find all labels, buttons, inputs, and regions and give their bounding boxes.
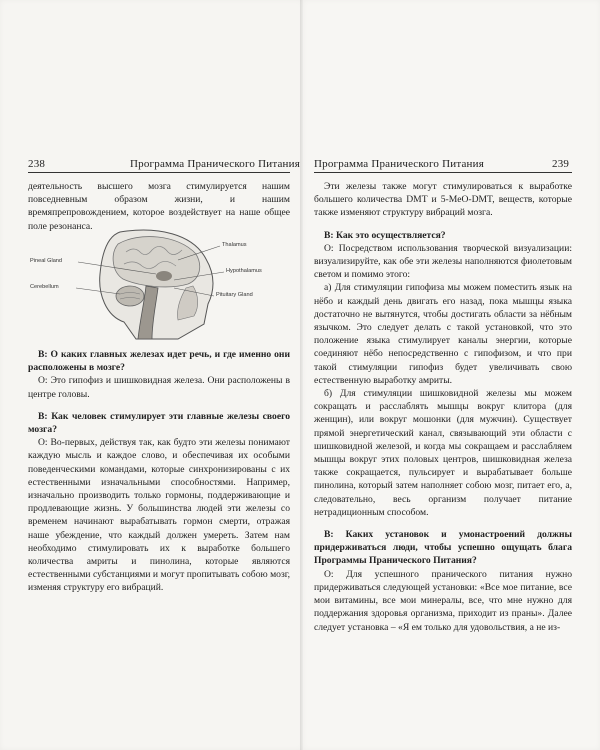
label-thalamus: Thalamus xyxy=(222,242,247,248)
label-cerebellum: Cerebellum xyxy=(30,284,59,290)
answer-attitudes: О: Для успешного праничeского питания нужно придерживаться следующей установки: «Все мое питание, все мои витамины, все мои минералы, все, что мне нужно для поддержания здоровья организма, приходит из праны». Далее следует установка – «Я ем только для удовольствия, а не из- xyxy=(314,568,572,633)
left-running-title: Программа Праничeского Питания xyxy=(130,158,300,170)
left-opening-paragraph: деятельность высшего мозга стимулируется нашим повседневным образом жизни, и нашим времяпрепровождением, которое воздействует на наше общее поле резонанса. xyxy=(28,181,290,232)
left-page-number: 238 xyxy=(28,158,46,170)
answer-stimulate-glands: О: Во-первых, действуя так, как будто эти железы понимают каждую мысль и каждое слово, и обеспечивая их особыми поведенческими командами, которые синхронизированы с их естественными изначальными способностями. Например, изначально производить только гормоны, поддерживающие и продлевающие жизнь. У большинства людей эти железы со временем начинают вырабатывать гормон смерти, отражая наше убеждение, что каждый должен умереть. Затем нам необходимо стимулировать их к выработке большего количества амриты и пинолина, которые являются естественными субстанциями и могут пропитывать собою мозг, изменяя структуру его вибраций. xyxy=(28,437,290,594)
answer-pituitary-method: а) Для стимуляции гипофиза мы можем поместить язык на нёбо и каждый день двигать его назад, пока мышцы языка достаточно не вытянутся, чтобы достигать области за нёбным язычком. Это следует делать с такой установкой, что это положение языка стимулирует каналы энергии, которые соединяют нёбо непосредственно с гипофизом, и что при такой стимуляции гипофиз будет увеличивать свою естественную выработку амриты. xyxy=(314,282,572,386)
brain-diagram xyxy=(28,224,278,344)
question-how-done: В: Как это осуществляется? xyxy=(324,229,446,241)
right-running-title: Программа Праничeского Питания xyxy=(314,158,484,170)
left-header-rule xyxy=(28,172,290,173)
question-attitudes: В: Каких установок и умонастроений должны придерживаться люди, чтобы успешно ощущать блага Программы Праничeского Питания? xyxy=(314,529,572,567)
answer-how-done: О: Посредством использования творческой визуализации: визуализируйте, как обе эти железы наполняются фиолетовым светом и помимо этого: xyxy=(314,242,572,281)
right-header-rule xyxy=(314,172,572,173)
label-hypothalamus: Hypothalamus xyxy=(226,268,262,274)
left-body-text xyxy=(28,348,290,595)
right-opening-paragraph: Эти железы также могут стимулироваться к выработке большего количества DMT и 5-MeO-DMT, веществ, которые также изменяют структуру вибраций мозга. xyxy=(314,181,572,219)
question-glands-location: В: О каких главных железах идет речь, и где именно они расположены в мозге? xyxy=(28,349,290,374)
label-pituitary-gland: Pituitary Gland xyxy=(216,292,253,298)
label-pineal-gland: Pineal Gland xyxy=(30,258,63,264)
right-page-number: 239 xyxy=(552,158,570,170)
answer-glands-location: О: Это гипофиз и шишковидная железа. Они расположены в центре головы. xyxy=(28,375,290,400)
right-body-text xyxy=(314,180,572,634)
question-stimulate-glands: В: Как человек стимулирует эти главные железы своего мозга? xyxy=(28,410,290,436)
answer-pineal-method: б) Для стимуляции шишковидной железы мы можем сокращать и расслаблять мышцы вокруг клитора (для женщин), или вокруг мошонки (для мужчин). Существует прямой энергетический канал, связывающий эти области с шишковидной железой, и когда мы сокращаем и расслабляем мышцы вокруг этих половых центров, шишковидная железа также сокращается, пульсирует и вырабатывает больше пинолина, который затем наполняет собою мозг, питает его, а, следовательно, весь организм получает питание нетрадиционным способом. xyxy=(314,388,572,518)
